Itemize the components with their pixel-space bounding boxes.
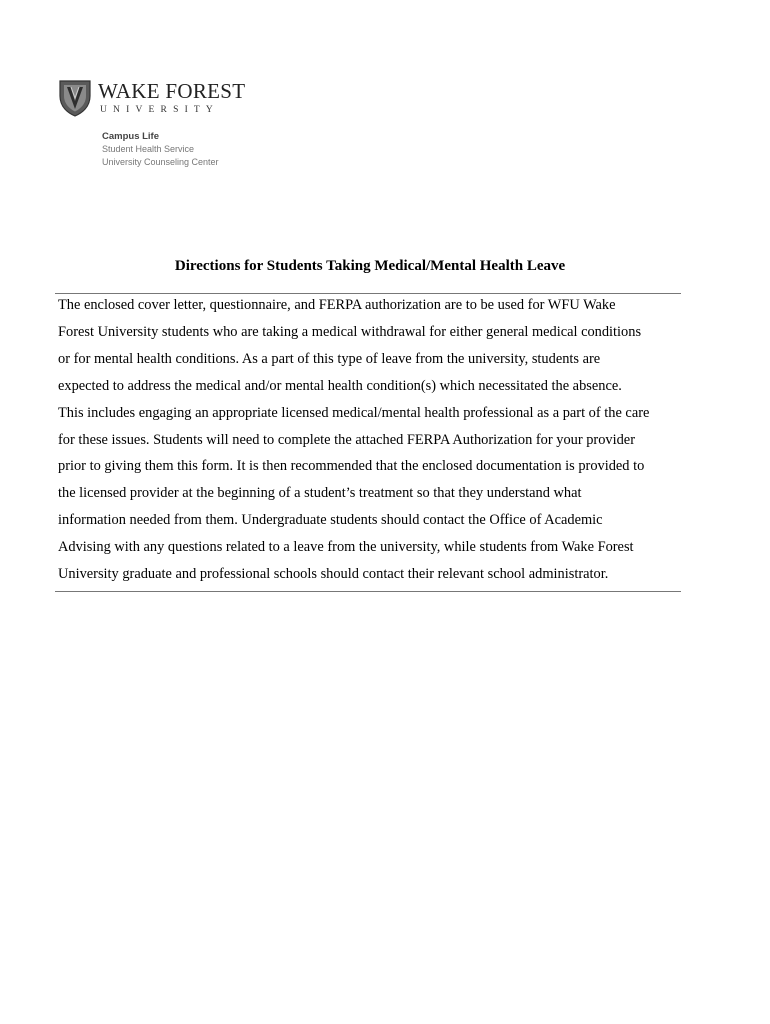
body-line: University graduate and professional schools should contact their relevant school administrator. [58, 566, 609, 583]
unit-student-health: Student Health Service [102, 144, 195, 154]
body-line: for these issues. Students will need to complete the attached FERPA Authorization for your provider [58, 431, 635, 448]
bottom-divider [55, 591, 681, 592]
document-title: Directions for Students Taking Medical/Mental Health Leave [174, 258, 566, 274]
institution-name: WAKE FOREST [98, 79, 246, 103]
body-line: Advising with any questions related to a leave from the university, while students from Wake Forest [58, 539, 634, 556]
body-line: information needed from them. Undergraduate students should contact the Office of Academic [58, 512, 603, 529]
institution-sub: UNIVERSITY [100, 105, 219, 115]
body-line: prior to giving them this form. It is then recommended that the enclosed documentation is provided to [58, 458, 645, 475]
unit-counseling-center: University Counseling Center [102, 157, 219, 167]
body-line: or for mental health conditions. As a part of this type of leave from the university, students are [58, 350, 601, 367]
body-line: expected to address the medical and/or mental health condition(s) which necessitated the absence. [58, 377, 622, 394]
department-name: Campus Life [102, 131, 160, 142]
body-line: the licensed provider at the beginning of a student’s treatment so that they understand what [58, 485, 582, 502]
wake-forest-shield-icon [58, 78, 92, 118]
body-paragraph [58, 292, 688, 588]
body-line: This includes engaging an appropriate licensed medical/mental health professional as a part of the care [58, 404, 650, 421]
body-line: The enclosed cover letter, questionnaire, and FERPA authorization are to be used for WFU Wake [58, 297, 616, 313]
department-block [102, 130, 219, 169]
body-line: Forest University students who are taking a medical withdrawal for either general medical conditions [58, 323, 642, 340]
letterhead [58, 76, 318, 176]
